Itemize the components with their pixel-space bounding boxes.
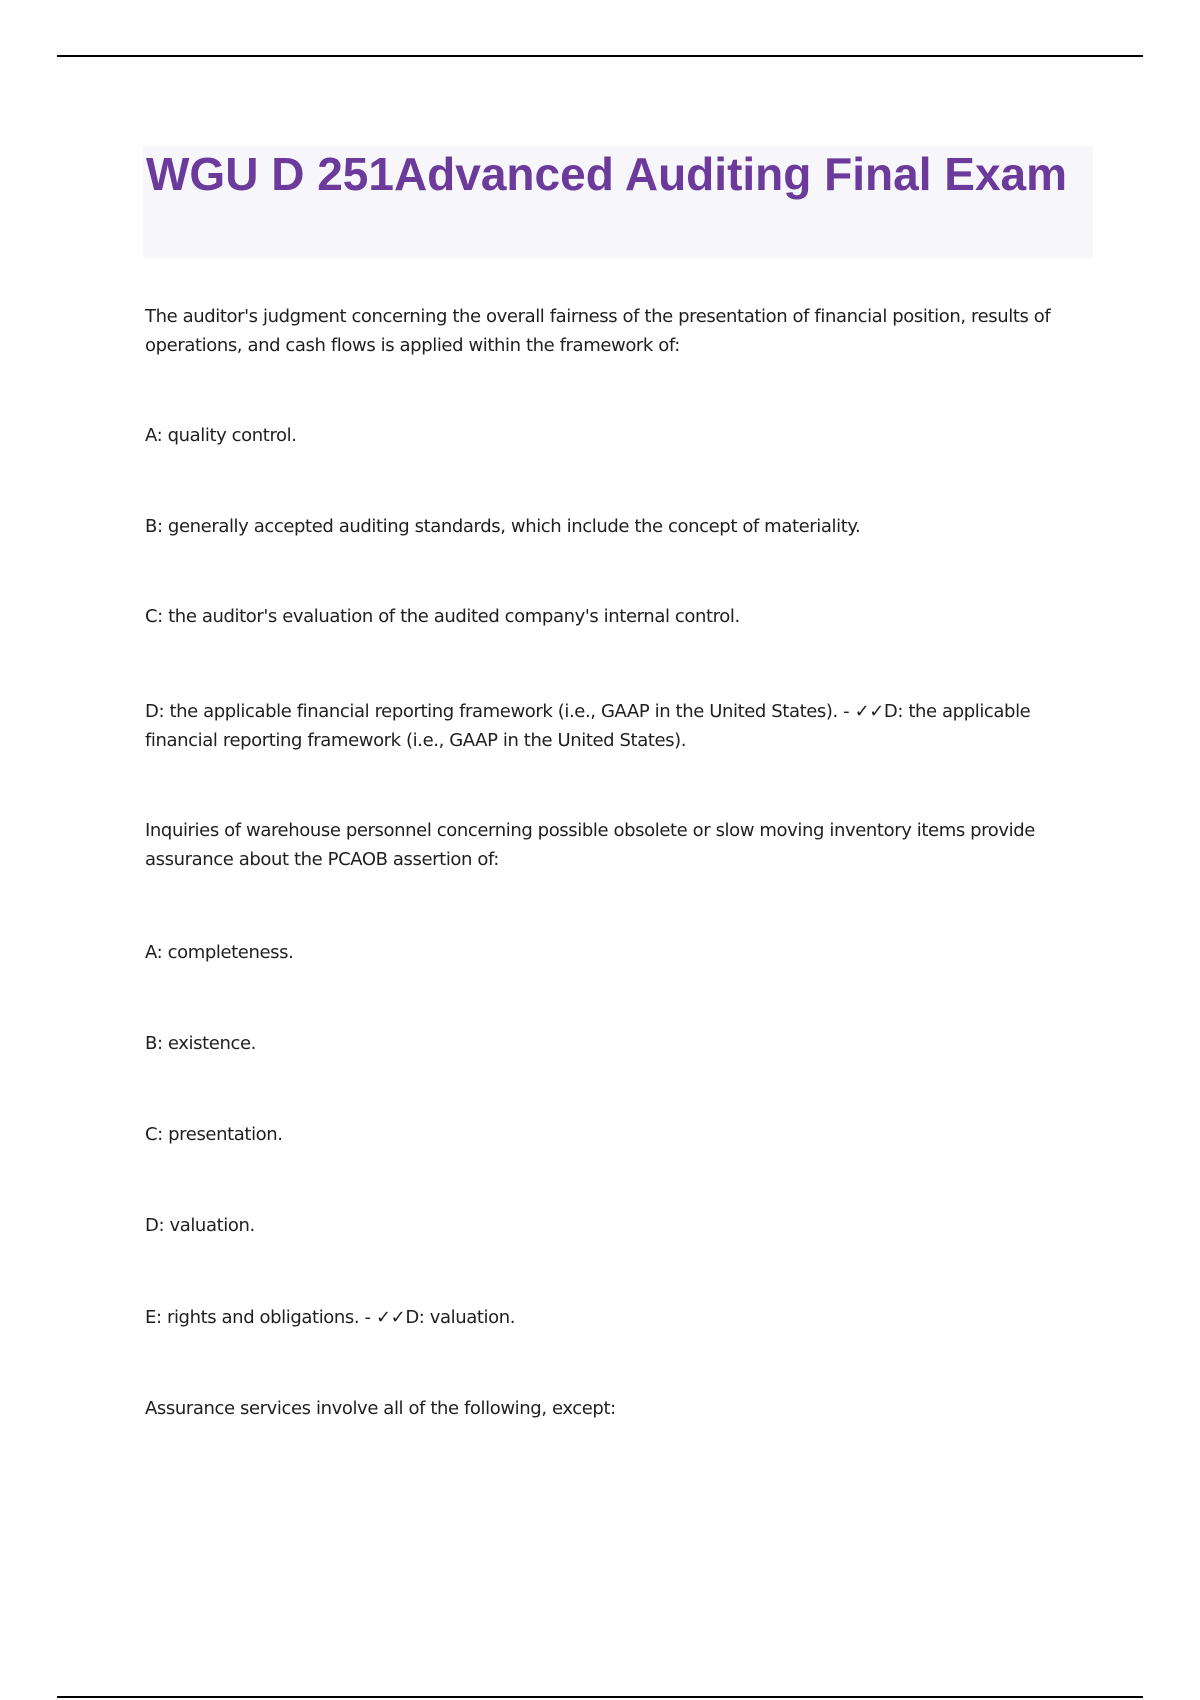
question-2-text: Inquiries of warehouse personnel concerning possible obsolete or slow moving inventory items provide assurance about the PCAOB assertion of: xyxy=(145,820,1035,870)
bottom-rule xyxy=(57,1696,1143,1698)
question-3-text: Assurance services involve all of the following, except: xyxy=(145,1398,616,1419)
question-1-option-a: A: quality control. xyxy=(145,425,297,446)
question-2-option-a: A: completeness. xyxy=(145,942,294,963)
question-2-option-e-answer: E: rights and obligations. - ✓✓D: valuation. xyxy=(145,1307,516,1328)
question-1-option-b: B: generally accepted auditing standards, which include the concept of materiality. xyxy=(145,516,861,537)
question-1-text: The auditor's judgment concerning the overall fairness of the presentation of financial position, results of operations, and cash flows is applied within the framework of: xyxy=(145,306,1051,356)
question-2-option-b: B: existence. xyxy=(145,1033,256,1054)
question-2-option-d: D: valuation. xyxy=(145,1215,255,1236)
question-1-option-c: C: the auditor's evaluation of the audited company's internal control. xyxy=(145,606,740,627)
question-2-option-c: C: presentation. xyxy=(145,1124,283,1145)
question-1-option-d-answer: D: the applicable financial reporting framework (i.e., GAAP in the United States). - ✓✓D: the applicable financial reporting framework (i.e., GAAP in the United States). xyxy=(145,701,1031,751)
top-rule xyxy=(57,55,1143,57)
document-title: WGU D 251Advanced Auditing Final Exam xyxy=(146,148,1068,200)
